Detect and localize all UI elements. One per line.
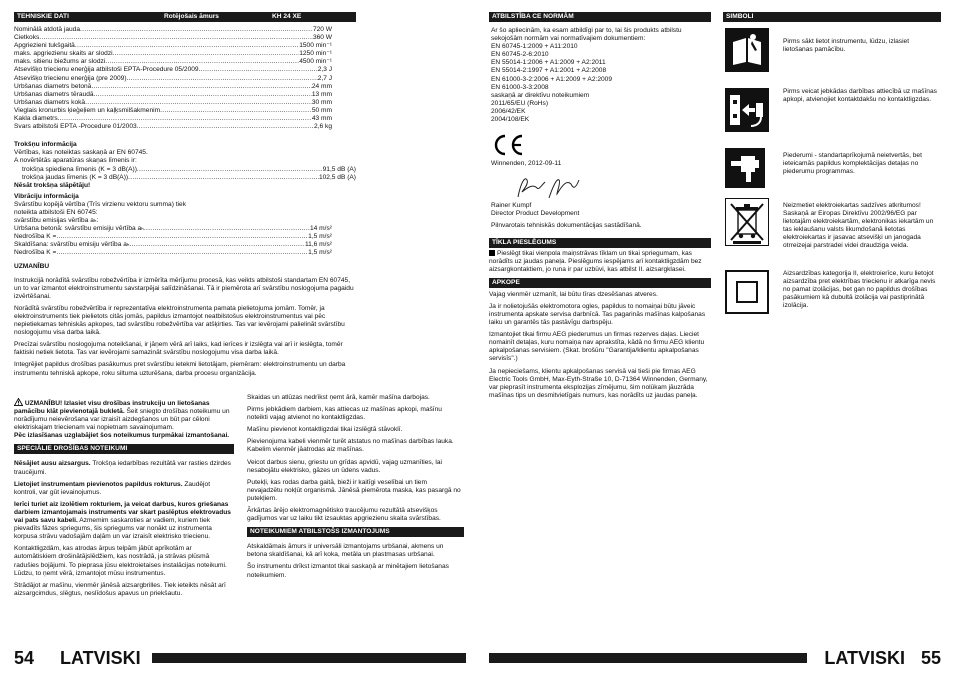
attention-p1: Instrukcijā norādītā svārstību robežvērtība ir izmērīta mērījumu procesā, kas veikts atbilstoši standartam EN 60745, un to var izmantot elektroinstrumentu savstarpējai salīdzināšanai. Tā ir piemērota arī svārstību noslogojuma pagaidu izvērtēšanai.	[14, 276, 354, 300]
leader-dots	[144, 225, 310, 233]
symbol-text: Aizsardzības kategorija II, elektroierīce, kuru lietojot aizsardzība pret elektrības triecienu ir atkarīga nevis no pamat izolācijas, bet gan no papildus drošības pasākumiem kā dubultā izolācija vai pastiprinātā izolācija.	[783, 270, 936, 310]
spec-row	[14, 75, 332, 83]
language-label: LATVISKI	[60, 648, 141, 668]
safety-warning: UZMANĪBU! Izlasiet visu drošības instrukciju un lietošanas pamācību klāt pievienotajā bukletā. Šeit sniegto drošības noteikumu un norādījumu neievērošana var izraisīt aizdegšanos un būt par cēloni elektriskajam triecienam vai nopietnam savainojumam.	[14, 400, 230, 432]
weee-bin-icon	[725, 198, 769, 246]
spec-value: 14 m/s²	[310, 225, 332, 233]
spec-label: Urbšanas diametrs tēraudā	[14, 90, 94, 98]
general-rule: Pirms jebkādiem darbiem, kas attiecas uz mašīnas apkopi, mašīnu noteikti vajag atvienot no kontaktligzdas.	[247, 406, 442, 422]
leader-dots	[56, 249, 308, 257]
tech-data-model: KH 24 XE	[272, 13, 302, 20]
signatory-name: Rainer Kumpf	[491, 202, 532, 210]
noise-warning: Nēsāt trokšņa slāpētāju!	[14, 181, 91, 189]
spec-row	[14, 115, 332, 123]
spec-value: 720 W	[312, 26, 332, 33]
spec-value: 13 mm	[311, 90, 332, 98]
standard-item: EN 55014-1:2006 + A1:2009 + A2:2011	[491, 59, 606, 67]
vibration-line-1: Svārstību kopējā vērtība (Trīs virzienu vektoru summa) tiek	[14, 200, 186, 208]
accessory-icon	[725, 148, 765, 188]
leader-dots	[75, 42, 299, 50]
spec-row	[14, 83, 332, 91]
spec-label: Skaldīšana: svārstību emisiju vērtība aₕ	[14, 241, 130, 249]
class-ii-icon	[725, 270, 769, 314]
signatory-role: Director Product Development	[491, 210, 580, 218]
spec-value: 1,5 m/s²	[308, 249, 332, 257]
mains-header: TĪKLA PIESLĒGUMS	[489, 238, 711, 248]
noise-line-1: Vērtības, kas noteiktas saskaņā ar EN 60745.	[14, 149, 148, 157]
leader-dots	[80, 26, 313, 34]
spec-label: Nedrošība K =	[14, 249, 57, 257]
leader-dots	[91, 83, 312, 91]
left-footer	[14, 647, 466, 669]
warning-triangle-icon	[14, 398, 23, 406]
tech-data-title: TEHNISKIE DATI	[17, 13, 69, 20]
safety-rule: Strādājot ar mašīnu, vienmēr jānēsā aizsargbrilles. Tiek ieteikts nēsāt arī aizsargcimdus, slēgtus, neslīdošus apavus un priekšautu.	[14, 581, 226, 597]
leader-dots	[137, 123, 314, 131]
noise-line-2: A novērtētās aparatūras skaņas līmenis ir:	[14, 157, 137, 165]
vibration-line-2: noteikta atbilstoši EN 60745:	[14, 208, 98, 216]
keep-instructions: Pēc izlasīšanas uzglabājiet šos noteikumus turpmākai izmantošanai.	[14, 432, 230, 440]
attention-p2: Norādītā svārstību robežvērtība ir reprezentatīva elektroinstrumenta pamata pielietojuma jomām. Tomēr, ja elektroinstruments tiek pielietots citās jomās, papildus izmantojot neatbilstošus elektroinstrumentus vai pēc nepietiekamas tehniskās apkopes, tad svārstību robežvērtība var atšķirties. Tas var ievērojami palielināt svārstību noslogojumu visa darba laikā.	[14, 304, 345, 337]
symbol-text: Piederumi - standartaprīkojumā neietvertās, bet ieteicamās papildus komplektācijas detaļas no piederumu programmas.	[783, 152, 922, 176]
leader-dots	[85, 99, 312, 107]
vibration-info	[14, 193, 356, 258]
standard-item: EN 60745-2-6:2010	[491, 51, 549, 59]
footer-bar	[489, 653, 807, 663]
intended-use-p2: Šo instrumentu drīkst izmantot tikai saskaņā ar minētajiem lietošanas noteikumiem.	[247, 563, 449, 579]
maintenance-p2: Ja ir nolietojušās elektromotora ogles, papildus to nomaiņai būtu jāveic instrumenta apskate servisa darbnīcā. Tas pagarinās mašīnas kalpošanas laiku un garantēs tās pastāvīgu darbspēju.	[489, 302, 706, 327]
left-column-2	[247, 394, 464, 584]
leader-dots	[94, 91, 312, 99]
spec-label: Urbšanas diametrs kokā	[14, 98, 86, 106]
spec-label: Kakla diametrs	[14, 115, 58, 123]
general-rule: Ārkārtas ārējo elektromagnētisko traucējumu rezultātā atsevišķos gadījumos var uz laiku tikt izsauktas apgriezienu skaita svārstības.	[247, 507, 441, 523]
standard-item: EN 61000-3-3:2008	[491, 83, 549, 91]
symbol-text: Pirms veicat jebkādas darbības attiecībā uz mašīnas apkopi, atvienojiet kontaktdakšu no kontaktligzdas.	[783, 88, 937, 104]
leader-dots	[39, 34, 313, 42]
symbol-text: Pirms sākt lietot instrumentu, lūdzu, izlasiet lietošanas pamācību.	[783, 38, 910, 54]
spec-row	[14, 225, 332, 233]
leader-dots	[58, 115, 312, 123]
spec-value: 24 mm	[311, 82, 332, 90]
noise-info	[14, 141, 356, 190]
spec-label: Svars atbilstoši EPTA -Procedure 01/2003	[14, 123, 137, 131]
spec-row	[14, 66, 332, 74]
standard-item: EN 61000-3-2:2006 + A1:2009 + A2:2009	[491, 75, 612, 83]
general-rule: Veicot darbus sienu, griestu un grīdas apvidū, vajag uzmanīties, lai nesabojātu elektrisko, gāzes un ūdens vadus.	[247, 458, 442, 474]
maintenance-p3: Izmantojiet tikai firmu AEG piederumus un firmas rezerves daļas. Lieciet nomainīt detaļas, kuru nomaiņa nav aprakstīta, kādā no firmu AEG klientu apkalpošanas servisiem. (Skat. brošūru "Garantija/klientu apkalpošanas servisīs".)	[489, 331, 705, 363]
attention-p3: Precīzai svārstību noslogojuma noteikšanai, ir jāņem vērā arī laiks, kad ierīces ir izslēgta vai arī ir ieslēgta, tomēr faktiski netiek lietota. Tas var ievērojami samazināt svārstību noslogojumu visa darba laikā.	[14, 341, 343, 357]
spec-label: Atsevišķo triecienu enerģija atbilstoši EPTA-Procedure 05/2009	[14, 66, 199, 74]
spec-value: 1,5 m/s²	[308, 233, 332, 241]
general-rule: Pievienojuma kabeli vienmēr turēt atstatus no mašīnas darbības lauka. Kabelim vienmēr jāatrodas aiz mašīnas.	[247, 438, 454, 454]
spec-label: Nedrošība K =	[14, 233, 57, 241]
spec-row	[14, 107, 332, 115]
attention-p4: Integrējiet papildus drošības pasākumus pret svārstību ietekmi lietotājam, piemēram: elektroinstrumentu un darba instrumentu tehniskā apkope, roku siltuma uzturēšana, darba procesu organizācija.	[14, 361, 346, 377]
standard-item: 2011/65/EU (RoHs)	[491, 99, 549, 107]
spec-row	[14, 241, 332, 249]
spec-row	[14, 50, 332, 58]
spec-label: Cietkoks	[14, 34, 40, 42]
leader-dots	[113, 50, 300, 58]
spec-row	[14, 123, 332, 131]
tech-data-product: Rotējošais āmurs	[164, 13, 219, 20]
maintenance-p1: Vajag vienmēr uzmanīt, lai būtu tīras dzesēšanas atveres.	[489, 290, 658, 298]
ce-conformity-header: ATBILSTĪBA CE NORMĀM	[489, 12, 711, 22]
symbols-column	[723, 12, 941, 342]
spec-label: Atsevišķo triecienu enerģija (pre 2009)	[14, 74, 127, 82]
spec-value: 1250 min⁻¹	[299, 50, 332, 58]
right-column-1	[489, 12, 711, 404]
general-rule: Skaidas un atlūzas nedrīkst ņemt ārā, kamēr mašīna darbojas.	[247, 394, 430, 401]
signature	[513, 172, 711, 202]
spec-row	[14, 249, 332, 257]
spec-row	[14, 34, 332, 42]
general-rule: Mašīnu pievienot kontaktligzdai tikai izslēgtā stāvoklī.	[247, 426, 403, 434]
leader-dots	[127, 75, 318, 83]
spec-label: maks. apgriezienu skaits ar slodzi	[14, 50, 113, 58]
spec-label: Urbšana betonā: svārstību emisiju vērtība aₕ	[14, 225, 144, 233]
spec-label: Vieglais kronurbis ķieģeļiem un kaļķsmilšakmenim	[14, 106, 161, 114]
footer-bar	[152, 653, 466, 663]
language-label: LATVISKI	[824, 648, 905, 668]
maintenance-header: APKOPE	[489, 278, 711, 288]
leader-dots	[199, 66, 318, 74]
right-footer	[489, 647, 941, 669]
standard-item: 2004/108/EK	[491, 116, 530, 124]
signatory-authorization: Pilnvarotais tehniskās dokumentācijas sastādīšanā.	[491, 222, 642, 230]
spec-label: Nominālā atdotā jauda	[14, 26, 80, 33]
spec-label: maks. sitienu biežums ar slodzi	[14, 58, 106, 66]
attention-title: UZMANĪBU	[14, 262, 50, 270]
spec-value: 1500 min⁻¹	[299, 42, 332, 50]
spec-value: 2,3 J	[317, 66, 332, 74]
attention-section	[14, 263, 356, 378]
spec-value: 4500 min⁻¹	[299, 58, 332, 66]
spec-label: Apgriezieni tukšgaitā	[14, 42, 75, 50]
spec-value: 50 mm	[311, 106, 332, 114]
spec-row	[14, 91, 332, 99]
maintenance-p4: Ja nepieciešams, klientu apkalpošanas servisā vai tieši pie firmas AEG Electric Tools GmbH, Max-Eyth-Straße 10, D-71364 Winnenden, Germany, var pieprasīt instrumenta eksplozijas zīmējumu, šim nolūkam jāuzrāda mašīnas tips un desmitvietīgais numurs, kas norādīts uz jaudas paneļa.	[489, 367, 708, 399]
spec-value: 360 W	[312, 34, 332, 42]
leader-dots	[130, 241, 305, 249]
spec-value: 43 mm	[311, 115, 332, 123]
spec-row	[14, 42, 332, 50]
noise-row: trokšņa jaudas līmenis (K = 3 dB(A)) ..... 102,5 dB (A)	[14, 174, 356, 182]
unplug-icon	[725, 88, 769, 132]
spec-label: Urbšanas diametrs betonā	[14, 82, 92, 90]
page-number: 54	[14, 648, 35, 668]
ce-mark-icon	[491, 134, 711, 158]
leader-dots	[160, 107, 312, 115]
spec-row	[14, 26, 332, 34]
standard-item: EN 60745-1:2009 + A11:2010	[491, 43, 578, 51]
square-marker-icon	[489, 250, 495, 256]
symbol-text: Neizmetiet elektroiekartas sadzīves atkritumos! Saskaņā ar Eiropas Direktīvu 2002/96/EG par lietotajām elektroiekartām, elektronikas iekartām un tas ieklaušanu valsts likumdošanā lietotas elektroiekartas ir jasavac atsevišķi un janogada otrreizejai parstradei videi draudziga veida.	[783, 202, 934, 250]
vibration-line-3: svārstību emisijas vērtība aₕ:	[14, 217, 99, 225]
mains-text: Pieslēgt tikai vienpola maiņstrāvas tīklam un tikai spriegumam, kas norādīts uz jaudas paneļa. Pieslēgums iespējams arī kontaktligzdām bez aizsargkontaktiem, jo runa ir par uzbūvi, kas atbilst II. aizsargklasei.	[489, 249, 702, 273]
intended-use-header: NOTEIKUMIEM ATBILSTOŠS IZMANTOJUMS	[247, 527, 464, 537]
left-page	[14, 12, 356, 382]
safety-rule: Lietojiet instrumentam pievienotos papildus rokturus. Zaudējot kontroli, var gūt ievainojumus.	[14, 480, 211, 496]
spec-value: 2,7 J	[317, 74, 332, 82]
spec-value: 30 mm	[311, 98, 332, 106]
noise-title: Trokšņu informācija	[14, 141, 77, 149]
spec-value: 2,6 kg	[314, 123, 332, 131]
safety-rule: Nēsājiet ausu aizsargus. Trokšņa iedarbības rezultātā var rasties dzirdes traucējumi.	[14, 460, 231, 476]
special-safety-header: SPECIĀLIE DROŠĪBAS NOTEIKUMI	[14, 444, 234, 454]
standard-item: 2006/42/EK	[491, 107, 526, 115]
safety-rule: Ierīci turiet aiz izolētiem rokturiem, ja veicat darbus, kuros griešanas darbiem izmantojamais instruments var skart paslēptus elektrovadus vai pats savu kabeli. Azmemim saskaroties ar vadiem, kuriem tiek pievadīts fāzes spriegums, šis spriegums var nonākt uz instrumenta korpusa strāvu vadošajām daļām un var izraisīt elektrisko triecienu.	[14, 500, 231, 541]
spec-row	[14, 99, 332, 107]
read-manual-icon	[725, 28, 769, 72]
spec-value: 11,6 m/s²	[305, 241, 332, 249]
standard-item: EN 55014-2:1997 + A1:2001 + A2:2008	[491, 67, 607, 75]
tech-data-header	[14, 12, 356, 22]
safety-rule: Kontaktligzdām, kas atrodas ārpus telpām jābūt aprīkotām ar automātiskiem drošinātājslēdžiem, kas nostrādā, ja strāvas plūsmā radušies bojājumi. To pieprasa jūsu elektroietaises instalācijas noteikumi. Lūdzu, to ņemt vērā, izmantojot mūsu instrumentus.	[14, 545, 227, 577]
ce-intro: Ar šo apliecinām, ka esam atbildīgi par to, lai šis produkts atbilstu sekojošām normām vai normatīvajiem dokumentiem:	[491, 27, 682, 43]
symbols-header: SIMBOLI	[723, 12, 941, 22]
standard-item: saskaņā ar direktīvu noteikumiem	[491, 91, 590, 99]
vibration-title: Vibrāciju informācija	[14, 192, 79, 200]
place-date: Winnenden, 2012-09-11	[491, 160, 562, 168]
tech-data-table	[14, 26, 332, 131]
general-rule: Putekļi, kas rodas darba gaitā, bieži ir kaitīgi veselībai un tiem nevajadzētu nokļūt organismā. Jānēsā piemērota maska, kas pasargā no putekļiem.	[247, 478, 461, 502]
intended-use-p1: Atskaldāmais āmurs ir universāli izmantojams urbšanai, akmens un betona skaldīšanai, kā arī koka, metāla un plastmasas urbšanai.	[247, 543, 444, 559]
leader-dots	[56, 233, 308, 241]
page-number: 55	[920, 648, 941, 668]
noise-row: trokšņa spiediena līmenis (K = 3 dB(A)) ..... 91,5 dB (A)	[14, 166, 356, 174]
spec-row	[14, 233, 332, 241]
standards-list	[489, 43, 711, 124]
left-column-1	[14, 398, 234, 602]
